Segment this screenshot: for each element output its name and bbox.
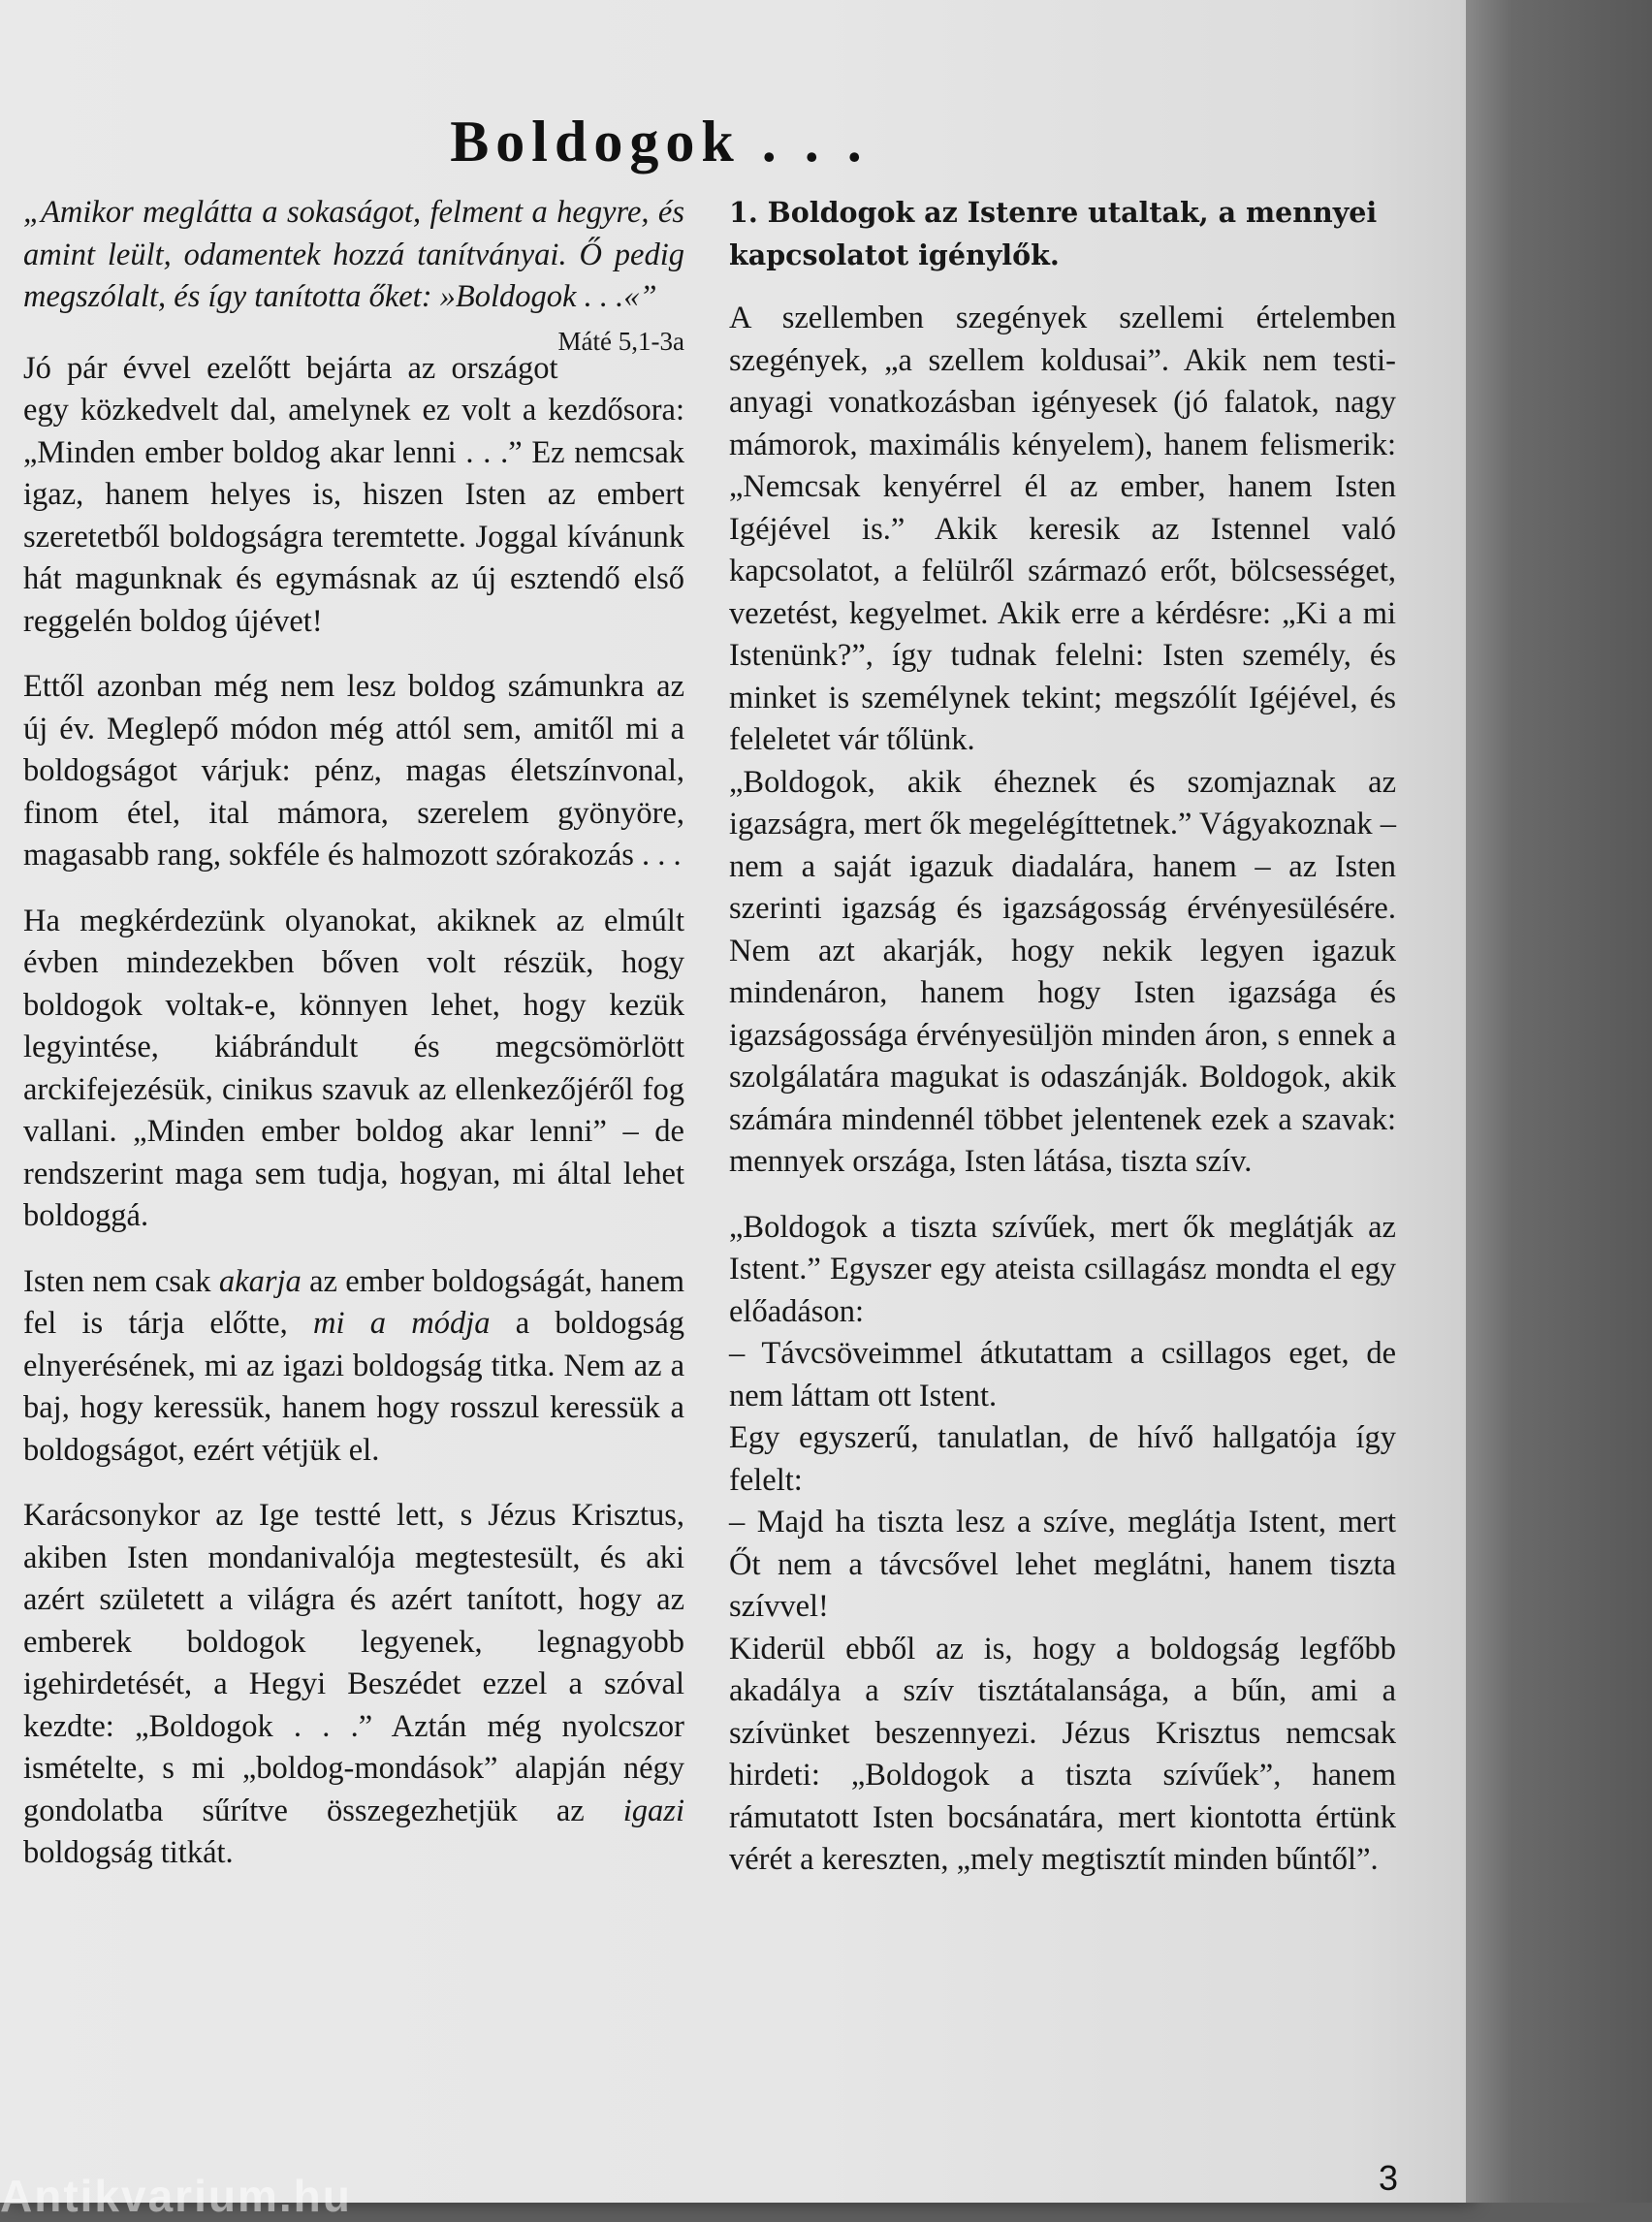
paragraph-new-year: Ettől azonban még nem lesz boldog számunkra az új év. Meglepő módon még attól sem, amitől mi a boldogságot várjuk: pénz, magas életszínvonal, finom étel, ital mámora, szerelem gyönyöre, magasabb rang, sokféle és halmozott szórakozás . . . — [23, 669, 684, 873]
motto-reference: Máté 5,1-3a — [557, 326, 684, 356]
motto-quote — [23, 192, 684, 356]
paragraph-intro: Jó pár évvel ezelőtt bejárta az országot egy közkedvelt dal, amelynek ez volt a kezdősora: „Minden ember boldog akar lenni . . .” Ez nemcsak igaz, hanem helyes is, hiszen Isten az embert szeretetből boldogságra teremtette. Joggal kívánunk hát magunknak és egymásnak az új esztendő első reggelén boldog újévet! — [23, 350, 684, 639]
left-column — [23, 192, 684, 1875]
paragraph-poor-in-spirit: A szellemben szegények szellemi értelemben szegények, „a szellem koldusai”. Akik nem testi-anyagi vonatkozásban igényesek (jó falatok, nagy mámorok, maximális kényelem), hanem felismerik: „Nemcsak kenyérrel él az ember, hanem Isten Igéjével is.” Akik keresik az Istennel való kapcsolatot, a felülről származó erőt, bölcsességet, vezetést, kegyelmet. Akik erre a kérdésre: „Ki a mi Istenünk?”, így tudnak felelni: Isten személy, és minket is személynek tekint; megszólít Igéjével, és feleletet vár tőlünk. — [729, 301, 1396, 757]
paragraph-question: Ha megkérdezünk olyanokat, akiknek az elmúlt évben mindezekben bőven volt részük, hogy boldogok voltak-e, könnyen lehet, hogy kezük legyintése, kiábrándult és megcsömörlött arckifejezésük, cinikus szavuk az ellenkezőjéről fog vallani. „Minden ember boldog akar lenni” – de rendszerint maga sem tudja, hogyan, mi által lehet boldoggá. — [23, 903, 684, 1233]
right-column — [729, 192, 1396, 1882]
article-title: Boldogok . . . — [450, 110, 869, 175]
emphasis-mi-a-modja: mi a módja — [312, 1306, 491, 1341]
watermark: Antikvarium.hu — [0, 2171, 352, 2221]
dialogue-answer: – Majd ha tiszta lesz a szíve, meglátja Istent, mert Őt nem a távcsővel lehet meglátni, hanem tiszta szívvel! — [729, 1505, 1396, 1624]
paragraph-conclusion: Kiderül ebből az is, hogy a boldogság legfőbb akadálya a szív tisztátalansága, a bűn, ami a szívünket beszennyezi. Jézus Krisztus nemcsak hirdeti: „Boldogok a tiszta szívűek”, hanem rámutatott Isten bocsánatára, mert kiontotta értünk vérét a kereszten, „mely megtisztít minden bűntől”. — [729, 1631, 1396, 1877]
paragraph-god-wants: Isten nem csak akarja az ember boldogságát, hanem fel is tárja előtte, mi a módja a boldogság elnyerésének, mi az igazi boldogság titka. Nem az a baj, hogy keressük, hanem hogy rosszul keressük a boldogságot, ezért vétjük el. — [23, 1263, 684, 1468]
emphasis-igazi: igazi — [622, 1793, 684, 1828]
dialogue-astronomer: – Távcsöveimmel átkutattam a csillagos eget, de nem láttam ott Istent. — [729, 1336, 1396, 1413]
paragraph-hunger-righteousness: „Boldogok, akik éheznek és szomjaznak az igazságra, mert ők megelégíttetnek.” Vágyakoznak – nem a saját igazuk diadalára, hanem – az Isten szerinti igazság és igazságosság érvényesülésére. Nem azt akarják, hogy nekik legyen igazuk mindenáron, hanem hogy Isten igazsága és igazságossága érvényesüljön minden áron, s ennek a szolgálatára magukat is odaszánják. Boldogok, akik számára mindennél többet jelentenek ezek a szavak: mennyek országa, Isten látása, tiszta szív. — [729, 764, 1396, 1179]
section-heading: 1. Boldogok az Istenre utaltak, a mennyei kapcsolatot igénylők. — [729, 196, 1378, 271]
page-number: 3 — [1379, 2158, 1399, 2198]
motto-text: „Amikor meglátta a sokaságot, felment a hegyre, és amint leült, odamentek hozzá tanítványai. Ő pedig megszólalt, és így tanította őket: »Boldogok . . .«” — [23, 195, 684, 314]
paragraph-listener: Egy egyszerű, tanulatlan, de hívő hallgatója így felelt: — [729, 1420, 1396, 1498]
emphasis-akarja: akarja — [218, 1263, 302, 1299]
paragraph-pure-heart: „Boldogok a tiszta szívűek, mert ők meglátják az Istent.” Egyszer egy ateista csillagász mondta el egy előadáson: — [729, 1209, 1396, 1329]
adjacent-page-edge — [1466, 0, 1652, 2203]
paragraph-christmas: Karácsonykor az Ige testté lett, s Jézus Krisztus, akiben Isten mondanivalója megtestesült, és aki azért született a világra és azért tanított, hogy az emberek boldogok legyenek, legnagyobb igehirdetését, a Hegyi Beszédet ezzel a szóval kezdte: „Boldogok . . .” Aztán még nyolcszor ismételte, s mi „boldog-mondások” alapján négy gondolatba sűrítve összegezhetjük az igazi boldogság titkát. — [23, 1498, 684, 1870]
